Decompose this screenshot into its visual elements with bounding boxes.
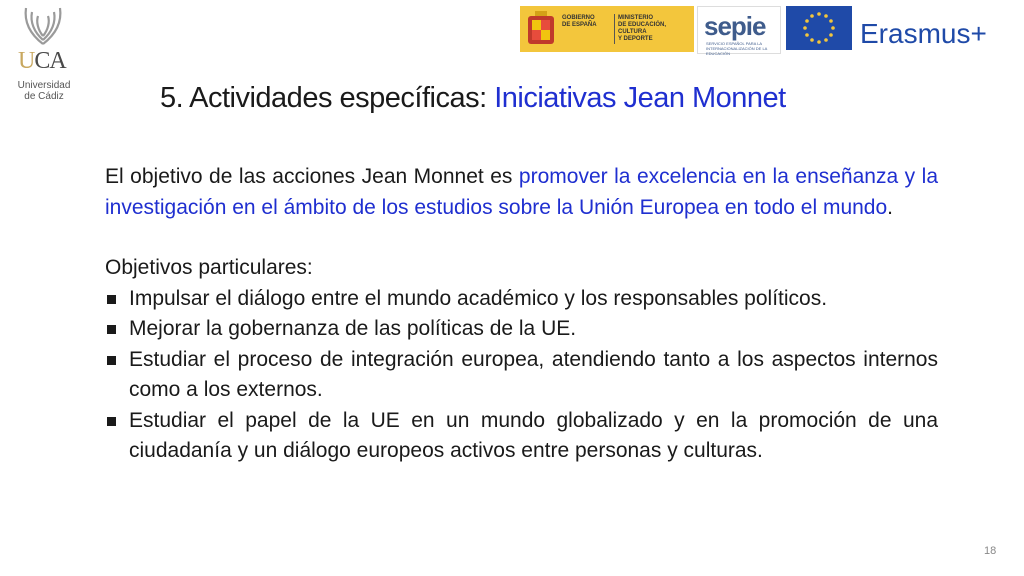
title-accent: Iniciativas Jean Monnet — [494, 82, 786, 114]
sepie-wordmark: sepie — [704, 11, 766, 41]
objectives-list — [105, 284, 938, 467]
page-number: 18 — [984, 545, 997, 557]
gobierno-espana-logo — [520, 6, 694, 52]
gobierno-text: GOBIERNO DE ESPAÑA — [562, 15, 597, 28]
coat-of-arms-icon — [526, 10, 556, 48]
title-prefix: 5. Actividades específicas: — [160, 82, 495, 114]
list-item: Impulsar el diálogo entre el mundo académico y los responsables políticos. — [105, 284, 938, 315]
list-item: Mejorar la gobernanza de las políticas de la UE. — [105, 314, 938, 345]
list-item: Estudiar el papel de la UE en un mundo globalizado y en la promoción de una ciudadanía y un diálogo europeos activos entre personas y culturas. — [105, 406, 938, 467]
uca-emblem-icon — [20, 4, 66, 46]
sepie-logo — [697, 6, 781, 54]
gobierno-divider — [614, 14, 615, 44]
eu-flag-icon — [786, 6, 852, 50]
erasmus-plus-logo: Erasmus+ — [860, 18, 987, 49]
sepie-subtitle: SERVICIO ESPAÑOL PARA LA INTERNACIONALIZACIÓN DE LA EDUCACIÓN — [706, 41, 768, 56]
uca-subtitle: Universidad de Cádiz — [17, 80, 71, 102]
intro-highlight: promover la excelencia en la enseñanza y la investigación en el ámbito de los estudios sobre la Unión Europea en todo el mundo — [105, 165, 939, 219]
slide-title — [160, 82, 786, 115]
uca-logo — [8, 4, 80, 104]
ministerio-text: MINISTERIO DE EDUCACIÓN, CULTURA Y DEPORTE — [618, 15, 667, 42]
uca-wordmark: UCA — [18, 48, 66, 74]
slide-body — [105, 162, 938, 467]
square-bullet-icon — [107, 356, 116, 365]
square-bullet-icon — [107, 325, 116, 334]
square-bullet-icon — [107, 417, 116, 426]
objectives-heading: Objetivos particulares: — [105, 256, 313, 279]
square-bullet-icon — [107, 295, 116, 304]
intro-paragraph: El objetivo de las acciones Jean Monnet es promover la excelencia en la enseñanza y la investigación en el ámbito de los estudios sobre la Unión Europea en todo el mundo. — [105, 165, 939, 219]
list-item: Estudiar el proceso de integración europea, atendiendo tanto a los aspectos internos como a los externos. — [105, 345, 938, 406]
